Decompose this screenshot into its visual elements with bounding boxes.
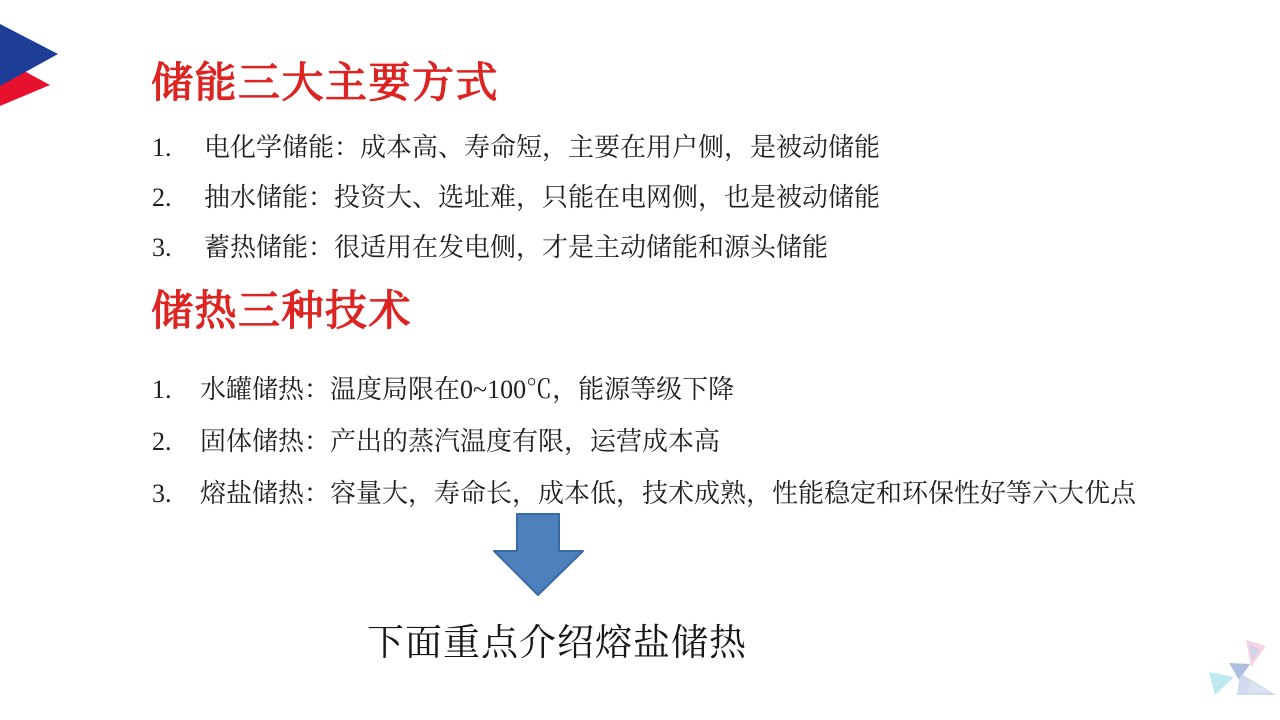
section1-list [152,133,880,283]
list-item-text: 熔盐储热：容量大，寿命长，成本低，技术成熟，性能稳定和环保性好等六大优点 [200,479,1137,508]
list-item-text: 电化学储能：成本高、寿命短，主要在用户侧，是被动储能 [204,133,881,162]
list-item-number: 1. [152,375,172,404]
list-item [152,479,1136,508]
section1-title: 储能三大主要方式 [151,59,500,106]
conclusion-text: 下面重点介绍熔盐储热 [367,623,747,664]
list-item [152,183,880,212]
list-item [152,375,1136,404]
list-item [152,133,880,162]
list-item-text: 蓄热储能：很适用在发电侧，才是主动储能和源头储能 [204,233,829,262]
list-item [152,427,1136,456]
list-item-number: 3. [152,479,172,508]
list-item-number: 2. [152,183,172,212]
list-item-text: 抽水储能：投资大、选址难，只能在电网侧，也是被动储能 [204,183,881,212]
list-item-number: 3. [152,233,172,262]
list-item-text: 水罐储热：温度局限在0~100℃，能源等级下降 [200,375,735,404]
list-item-number: 1. [152,133,172,162]
corner-flag-decoration-icon [0,0,70,120]
section2-title: 储热三种技术 [151,287,413,334]
list-item [152,233,880,262]
list-item-number: 2. [152,427,172,456]
scattered-triangles-decoration-icon [1202,636,1278,700]
section2-list [152,375,1136,531]
down-arrow-icon [492,512,586,598]
list-item-text: 固体储热：产出的蒸汽温度有限，运营成本高 [200,427,721,456]
